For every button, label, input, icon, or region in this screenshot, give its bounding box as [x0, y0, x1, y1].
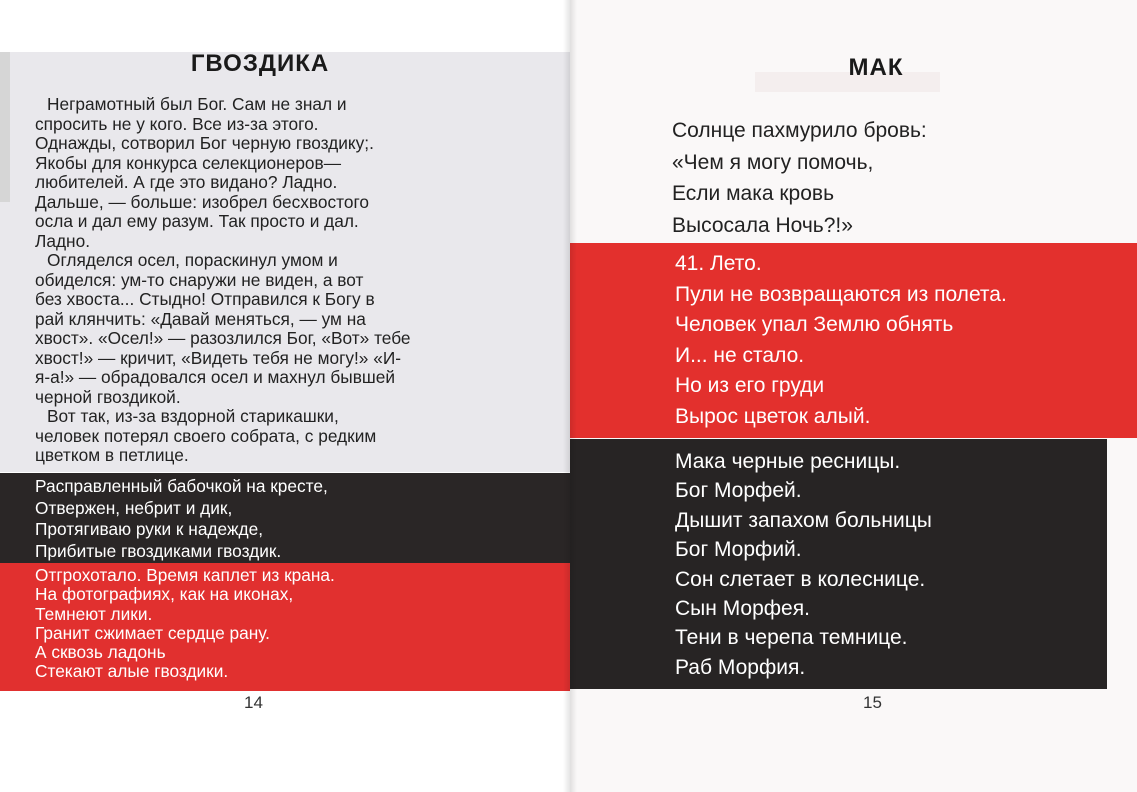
prose-line: Огляделся осел, пораскинул умом и: [47, 250, 338, 270]
prose-line: рай клянчить: «Давай меняться, — ум на: [35, 308, 366, 329]
stanza-line: Высосала Ночь?!»: [672, 213, 853, 237]
prose-line: Вот так, из-за вздорной старикашки,: [47, 406, 339, 426]
prose-text: [35, 95, 495, 466]
book-spine-shadow: [563, 0, 577, 792]
poem-line: Бог Морфей.: [675, 479, 802, 503]
poem-line: Но из его груди: [675, 374, 825, 397]
prose-line: обиделся: ум-то снаружи не виден, а вот: [35, 269, 364, 290]
stanza-line: Солнце пахмурило бровь:: [672, 119, 927, 142]
poem-line: Человек упал Землю обнять: [675, 313, 954, 336]
prose-line: Дальше, — больше: изобрел бесхвостого: [35, 191, 369, 212]
poem-line: 41. Лето.: [675, 252, 762, 275]
poem-line: Стекают алые гвоздики.: [35, 661, 229, 682]
poem-line: Темнеют лики.: [35, 603, 153, 624]
poem-line: Пули не возвращаются из полета.: [675, 282, 1007, 306]
poem-line: Протягиваю руки к надежде,: [35, 519, 263, 539]
prose-line: Якобы для конкурса селекционеров—: [35, 152, 341, 173]
poem-line: Расправленный бабочкой на кресте,: [35, 476, 328, 496]
prose-line: спросить не у кого. Все из-за этого.: [35, 113, 319, 134]
poem-line: И... не стало.: [675, 343, 805, 367]
poem-line: Бог Морфий.: [675, 538, 802, 562]
poem-line: Отвержен, небрит и дик,: [35, 497, 233, 518]
page-title-left: ГВОЗДИКА: [190, 50, 330, 77]
poem-line: Сон слетает в колеснице.: [675, 567, 926, 591]
prose-line: без хвоста... Стыдно! Отправился к Богу в: [35, 289, 375, 309]
poem-line: На фотографиях, как на иконах,: [35, 584, 294, 605]
poem-line: Прибитые гвоздиками гвоздик.: [35, 540, 282, 561]
prose-line: хвост!» — кричит, «Видеть тебя не могу!» «И-: [35, 347, 402, 368]
red-poem-block-right: [570, 243, 1137, 438]
page-number-right: 15: [863, 693, 882, 712]
prose-line: Неграмотный был Бог. Сам не знал и: [47, 94, 347, 114]
prose-line: Ладно.: [35, 230, 90, 251]
page-number-left: 14: [244, 693, 263, 712]
poem-line: Сын Морфея.: [675, 597, 810, 621]
poem-line: Раб Морфия.: [675, 655, 806, 679]
poem-line: Мака черные ресницы.: [675, 450, 901, 473]
poem-line: Отгрохотало. Время каплет из крана.: [35, 565, 335, 585]
poem-line: Тени в черепа темнице.: [675, 626, 908, 650]
prose-line: человек потерял своего собрата, с редким: [35, 425, 377, 446]
stanza-line: Если мака кровь: [672, 182, 835, 205]
black-poem-block-right: [570, 439, 1107, 689]
page-title-right: МАК: [848, 54, 904, 81]
prose-line: я-а!» — обрадовался осел и махнул бывшей: [35, 367, 396, 387]
prose-line: черной гвоздикой.: [35, 386, 181, 407]
stanza-text: [672, 115, 927, 241]
prose-line: Однажды, сотворил Бог черную гвоздику;.: [35, 133, 374, 153]
poem-line: Гранит сжимает сердце рану.: [35, 622, 270, 643]
stanza-line: «Чем я могу помочь,: [672, 150, 874, 174]
prose-line: любителей. А где это видано? Ладно.: [35, 172, 338, 192]
poem-line: Дышит запахом больницы: [675, 508, 932, 532]
red-poem-block-left: [0, 563, 570, 691]
poem-line: Вырос цветок алый.: [675, 404, 871, 428]
poem-line: А сквозь ладонь: [35, 642, 166, 663]
black-poem-block-left: [0, 473, 570, 565]
prose-line: осла и дал ему разум. Так просто и дал.: [35, 211, 359, 231]
right-page: [570, 0, 1137, 792]
prose-line: цветком в петлице.: [35, 445, 189, 465]
top-margin: [0, 0, 570, 50]
prose-line: хвост». «Осел!» — разозлился Бог, «Вот» тебе: [35, 328, 411, 348]
